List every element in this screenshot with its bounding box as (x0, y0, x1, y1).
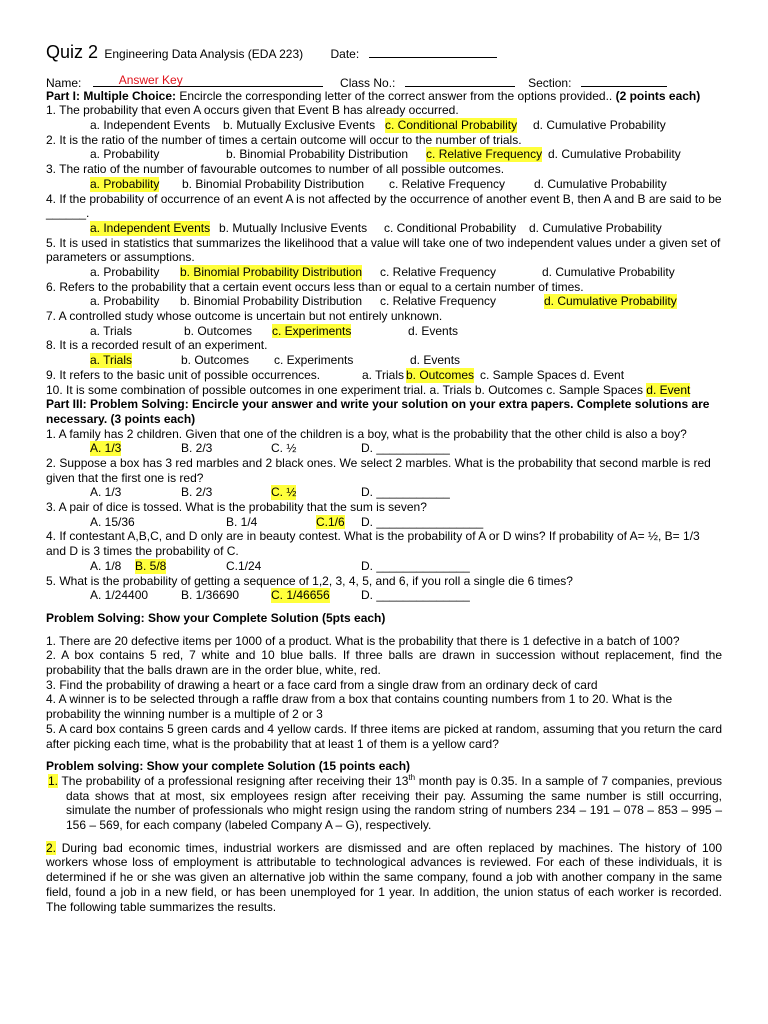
title-line (46, 40, 722, 64)
q2-option-c-letter: c. (426, 147, 436, 162)
p3-q3-options (46, 515, 722, 530)
q4-option-b: b. Mutually Inclusive Events (219, 220, 368, 235)
q8-options (46, 353, 722, 368)
course-title: Engineering Data Analysis (EDA 223) (104, 47, 304, 61)
q5-option-c: c. Relative Frequency (380, 265, 497, 280)
ps5-problem-3: 3. Find the probability of drawing a heart or a face card from a single draw from an ordinary deck of card (46, 677, 598, 692)
p3-q4-option-b-answer: B. 5/8 (135, 558, 167, 573)
q4-option-c: c. Conditional Probability (384, 220, 517, 235)
ps15-problem-1-text-a: The probability of a professional resigning after receiving their 13 (58, 773, 409, 788)
p3-q1-option-c: C. ½ (271, 441, 297, 456)
q3-options (46, 177, 722, 192)
q8-option-c: c. Experiments (274, 353, 354, 368)
p3-q5-options (46, 588, 722, 603)
q2-option-d: d. Cumulative Probability (548, 147, 681, 162)
q9-option-d: d. Event (580, 367, 625, 382)
p3-q4-options (46, 559, 722, 574)
class-label: Class No.: (340, 76, 396, 90)
p3-q5-option-a: A. 1/24400 (90, 588, 149, 603)
ps15-problem-1-number: 1. (48, 773, 59, 788)
p3-q3-option-b: B. 1/4 (226, 514, 258, 529)
q2-option-a: a. Probability (90, 147, 160, 162)
q7-stem: 7. A controlled study whose outcome is uncertain but not entirely unknown. (46, 309, 443, 324)
p3-q2-options (46, 485, 722, 500)
q7-option-b: b. Outcomes (184, 323, 253, 338)
ps15-problem-1-sup: th (408, 772, 416, 782)
q2-option-c-text: Relative Frequency (438, 147, 543, 162)
q6-stem: 6. Refers to the probability that a certain event occurs less than or equal to a certain number of times. (46, 279, 584, 294)
q4-option-d: d. Cumulative Probability (529, 220, 662, 235)
class-blank (405, 74, 515, 87)
p3-q2-stem: 2. Suppose a box has 3 red marbles and 2 black ones. We select 2 marbles. What is the probability that second marble is red given that the first one is red? (46, 456, 711, 485)
q6-options (46, 294, 722, 309)
p3-q1-options (46, 441, 722, 456)
q5-stem: 5. It is used in statistics that summarizes the likelihood that a value will take one of two independent values under a given set of parameters or assumptions. (46, 235, 721, 265)
p3-q1-option-d: D. ___________ (361, 441, 450, 456)
p3-q5-option-c-answer: C. 1/46656 (271, 588, 330, 603)
date-label: Date: (330, 47, 360, 61)
q8-stem: 8. It is a recorded result of an experiment. (46, 338, 268, 353)
p3-q1-option-a-answer: A. 1/3 (90, 441, 122, 456)
part1-heading: Part I: Multiple Choice: (46, 88, 177, 103)
p3-q5-option-d: D. ______________ (361, 588, 470, 603)
part1-points: (2 points each) (612, 88, 701, 103)
ps5-problem-2: 2. A box contains 5 red, 7 white and 10 blue balls. If three balls are drawn in succession without replacement, find the probability that the balls drawn are in the order blue, white, red. (46, 648, 722, 678)
p3-q4-option-c: C.1/24 (226, 558, 262, 573)
q10-option-d-answer: d. Event (646, 382, 691, 397)
section-label: Section: (528, 76, 572, 90)
q8-option-b: b. Outcomes (181, 353, 250, 368)
q4-options (46, 221, 722, 236)
q5-option-a: a. Probability (90, 265, 160, 280)
q6-option-a: a. Probability (90, 294, 160, 309)
q8-option-d: d. Events (410, 353, 461, 368)
quiz-title: Quiz 2 (46, 42, 99, 62)
q1-option-b: b. Mutually Exclusive Events (223, 118, 376, 133)
q9-line (46, 368, 722, 383)
q1-stem: 1. The probability that even A occurs given that Event B has already occurred. (46, 103, 459, 118)
name-blank (93, 74, 323, 87)
q10-line (46, 383, 722, 398)
ps5-heading: Problem Solving: Show your Complete Solution (5pts each) (46, 610, 386, 625)
q1-option-a: a. Independent Events (90, 118, 211, 133)
q8-option-a-answer: a. Trials (90, 353, 133, 368)
q3-option-c: c. Relative Frequency (389, 176, 506, 191)
part3-heading: Part III: Problem Solving: Encircle your answer and write your solution on your extra papers. Complete solutions are necessary. (3 points each) (46, 397, 710, 426)
ps15-problem-2-text: During bad economic times, industrial workers are dismissed and are often replaced by machines. The history of 100 workers whose loss of employment is attributable to technological advances is reviewed. For each of these individuals, it is determined if he or she was given an alternative job within the same company, found a job with another company in the same field, found a job in a new field, or has been unemployed for 1 year. In addition, the union status of each worker is recorded. The following table summarizes the results. (46, 840, 722, 914)
q9-option-a: a. Trials (362, 367, 405, 382)
q6-option-c: c. Relative Frequency (380, 294, 497, 309)
section-blank (581, 74, 667, 87)
ps15-problem-2-number: 2. (46, 840, 57, 855)
p3-q1-option-b: B. 2/3 (181, 441, 213, 456)
q5-option-b-answer: b. Binomial Probability Distribution (180, 265, 363, 280)
answer-key-text: Answer Key (118, 73, 183, 88)
q9-option-b-answer: b. Outcomes (406, 367, 475, 382)
part1-instructions (46, 89, 722, 104)
q3-stem: 3. The ratio of the number of favourable outcomes to number of all possible outcomes. (46, 162, 505, 177)
q2-options (46, 147, 722, 162)
ps15-problem-1-text-b: month pay is 0.35. In a sample of 7 companies, previous data shows that at most, six employees resign after receiving their pay. Assuming the same number is still occurring, simulate the number of professionals who might resign using the random string of numbers 234 – 191 – 078 – 853 – 995 – 156 – 569, for each company (labeled Company A – G), respectively. (66, 773, 722, 833)
p3-q4-stem: 4. If contestant A,B,C, and D only are in beauty contest. What is the probability of A or D wins? If probability of A= ½, B= 1/3 and D is 3 times the probability of C. (46, 529, 700, 559)
name-line (46, 74, 722, 89)
ps5-problem-4: 4. A winner is to be selected through a raffle draw from a box that contains counting numbers from 1 to 20. What is the probability the winning number is a multiple of 2 or 3 (46, 692, 673, 722)
q7-option-d: d. Events (408, 323, 459, 338)
part1-instruction: Encircle the corresponding letter of the correct answer from the options provided.. (176, 88, 613, 103)
ps15-problem-2 (46, 841, 722, 915)
q9-option-c: c. Sample Spaces (480, 367, 577, 382)
p3-q3-option-c-answer: C.1/6 (316, 514, 345, 529)
quiz-document (46, 40, 722, 914)
q1-option-d: d. Cumulative Probability (533, 118, 666, 133)
q5-options (46, 265, 722, 280)
p3-q4-option-a: A. 1/8 (90, 558, 122, 573)
q7-options (46, 324, 722, 339)
q5-option-d: d. Cumulative Probability (542, 265, 675, 280)
ps15-problem-1 (46, 774, 722, 833)
q3-option-b: b. Binomial Probability Distribution (182, 176, 365, 191)
ps5-problem-5: 5. A card box contains 5 green cards and 4 yellow cards. If three items are picked at random, assuming that you return the card after picking each time, what is the probability that at least 1 of them is a yellow card? (46, 721, 722, 751)
q3-option-a-answer: a. Probability (90, 176, 160, 191)
q6-option-d-answer: d. Cumulative Probability (544, 294, 677, 309)
p3-q3-option-d: D. ________________ (361, 514, 484, 529)
q2-option-c-answer (426, 147, 542, 162)
p3-q2-option-b: B. 2/3 (181, 485, 213, 500)
q4-stem: 4. If the probability of occurrence of an event A is not affected by the occurrence of another event B, then A and B are said to be ______. (46, 191, 722, 221)
p3-q5-stem: 5. What is the probability of getting a sequence of 1,2, 3, 4, 5, and 6, if you roll a single die 6 times? (46, 573, 573, 588)
p3-q2-option-c-answer: C. ½ (271, 485, 297, 500)
q7-option-c-answer: c. Experiments (272, 323, 352, 338)
q1-option-c-answer: c. Conditional Probability (385, 118, 518, 133)
name-label: Name: (46, 76, 82, 90)
q3-option-d: d. Cumulative Probability (534, 176, 667, 191)
q10-stem: 10. It is some combination of possible outcomes in one experiment trial. a. Trials b. Outcomes c. Sample Spaces (46, 382, 643, 397)
p3-q3-stem: 3. A pair of dice is tossed. What is the probability that the sum is seven? (46, 500, 427, 515)
ps5-problem-1: 1. There are 20 defective items per 1000 of a product. What is the probability that there is 1 defective in a batch of 100? (46, 633, 680, 648)
p3-q5-option-b: B. 1/36690 (181, 588, 240, 603)
q6-option-b: b. Binomial Probability Distribution (180, 294, 363, 309)
q1-options (46, 118, 722, 133)
p3-q2-option-a: A. 1/3 (90, 485, 122, 500)
p3-q1-stem: 1. A family has 2 children. Given that one of the children is a boy, what is the probability that the other child is also a boy? (46, 426, 687, 441)
q7-option-a: a. Trials (90, 323, 133, 338)
q2-stem: 2. It is the ratio of the number of times a certain outcome will occur to the number of trials. (46, 132, 522, 147)
date-blank (369, 45, 497, 58)
ps15-heading: Problem solving: Show your complete Solution (15 points each) (46, 759, 411, 774)
q2-option-b: b. Binomial Probability Distribution (226, 147, 409, 162)
q4-option-a-answer: a. Independent Events (90, 220, 211, 235)
p3-q3-option-a: A. 15/36 (90, 514, 135, 529)
p3-q4-option-d: D. ______________ (361, 558, 470, 573)
q9-stem: 9. It refers to the basic unit of possible occurrences. (46, 367, 321, 382)
p3-q2-option-d: D. ___________ (361, 485, 450, 500)
